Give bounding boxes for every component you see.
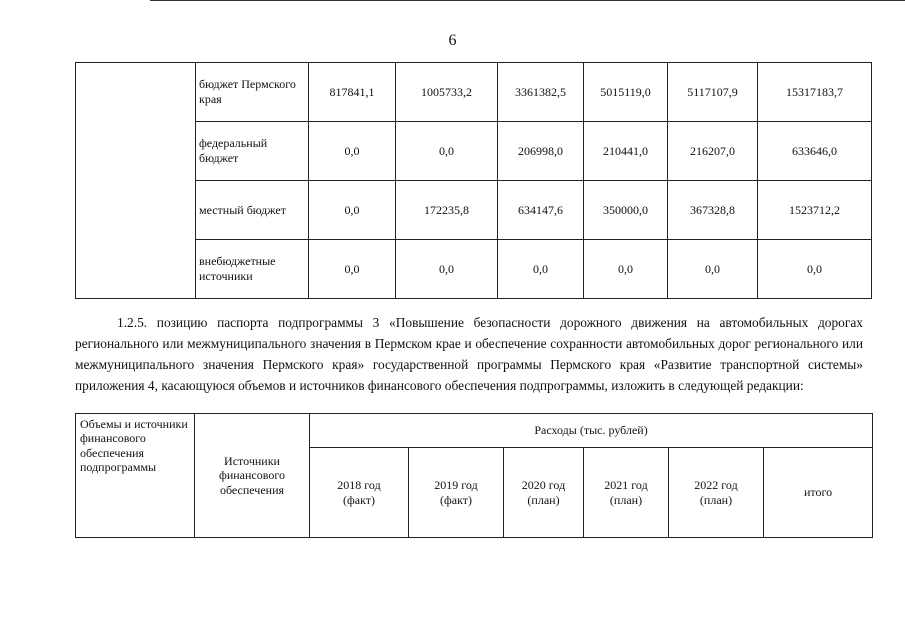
value-cell: 817841,1 — [309, 63, 396, 122]
empty-cell — [76, 63, 196, 299]
budget-table — [75, 62, 872, 299]
year-header — [584, 448, 669, 538]
value-cell: 3361382,5 — [498, 63, 584, 122]
funding-sources-cell: Источники финансового обеспечения — [195, 414, 310, 538]
volumes-sources-cell: Объемы и источники финансового обеспечения подпрограммы — [76, 414, 195, 538]
value-cell: 5117107,9 — [668, 63, 758, 122]
value-cell: 5015119,0 — [584, 63, 668, 122]
value-cell: 367328,8 — [668, 181, 758, 240]
table-row — [76, 63, 872, 122]
year-note: (факт) — [439, 492, 472, 507]
year-note: (факт) — [342, 492, 375, 507]
value-cell: 350000,0 — [584, 181, 668, 240]
year-note: (план) — [527, 492, 560, 507]
value-cell: 0,0 — [396, 240, 498, 299]
source-label: бюджет Пермского края — [196, 63, 309, 122]
value-cell: 634147,6 — [498, 181, 584, 240]
value-cell: 210441,0 — [584, 122, 668, 181]
value-cell: 633646,0 — [758, 122, 872, 181]
value-cell: 206998,0 — [498, 122, 584, 181]
value-cell: 0,0 — [309, 181, 396, 240]
top-rule — [150, 0, 905, 1]
value-cell: 0,0 — [584, 240, 668, 299]
value-cell: 1005733,2 — [396, 63, 498, 122]
table-row — [76, 181, 872, 240]
table-row — [76, 122, 872, 181]
expenses-header: Расходы (тыс. рублей) — [310, 414, 873, 448]
year-note: (план) — [699, 492, 733, 507]
value-cell: 0,0 — [309, 240, 396, 299]
year-header — [409, 448, 504, 538]
source-label: внебюджетные источники — [196, 240, 309, 299]
source-label: федеральный бюджет — [196, 122, 309, 181]
year-label: 2020 год — [521, 478, 566, 493]
year-label: 2018 год — [337, 478, 381, 493]
value-cell: 0,0 — [309, 122, 396, 181]
source-label: местный бюджет — [196, 181, 309, 240]
value-cell: 0,0 — [396, 122, 498, 181]
year-header — [669, 448, 764, 538]
year-label: 2022 год — [694, 478, 738, 493]
year-note: (план) — [609, 492, 643, 507]
value-cell: 0,0 — [498, 240, 584, 299]
total-header: итого — [764, 448, 873, 538]
paragraph-text — [75, 312, 863, 396]
table-row — [76, 240, 872, 299]
value-cell: 15317183,7 — [758, 63, 872, 122]
value-cell: 0,0 — [758, 240, 872, 299]
value-cell: 1523712,2 — [758, 181, 872, 240]
year-header — [310, 448, 409, 538]
value-cell: 0,0 — [668, 240, 758, 299]
value-cell: 172235,8 — [396, 181, 498, 240]
paragraph-body: 1.2.5. позицию паспорта подпрограммы 3 «Повышение безопасности дорожного движения на автомобильных дорогах регионального или межмуниципального значения в Пермском крае и обеспечение сохранности автомобильных дорог регионального или межмуниципального значения Пермского края» государственной программы Пермского края «Развитие транспортной системы» приложения 4, касающуюся объемов и источников финансового обеспечения подпрограммы, изложить в следующей редакции: — [75, 315, 863, 393]
year-header — [504, 448, 584, 538]
value-cell: 216207,0 — [668, 122, 758, 181]
year-label: 2021 год — [604, 478, 648, 493]
financing-table-header — [75, 413, 873, 538]
year-label: 2019 год — [434, 478, 478, 493]
page-number: 6 — [448, 32, 457, 49]
